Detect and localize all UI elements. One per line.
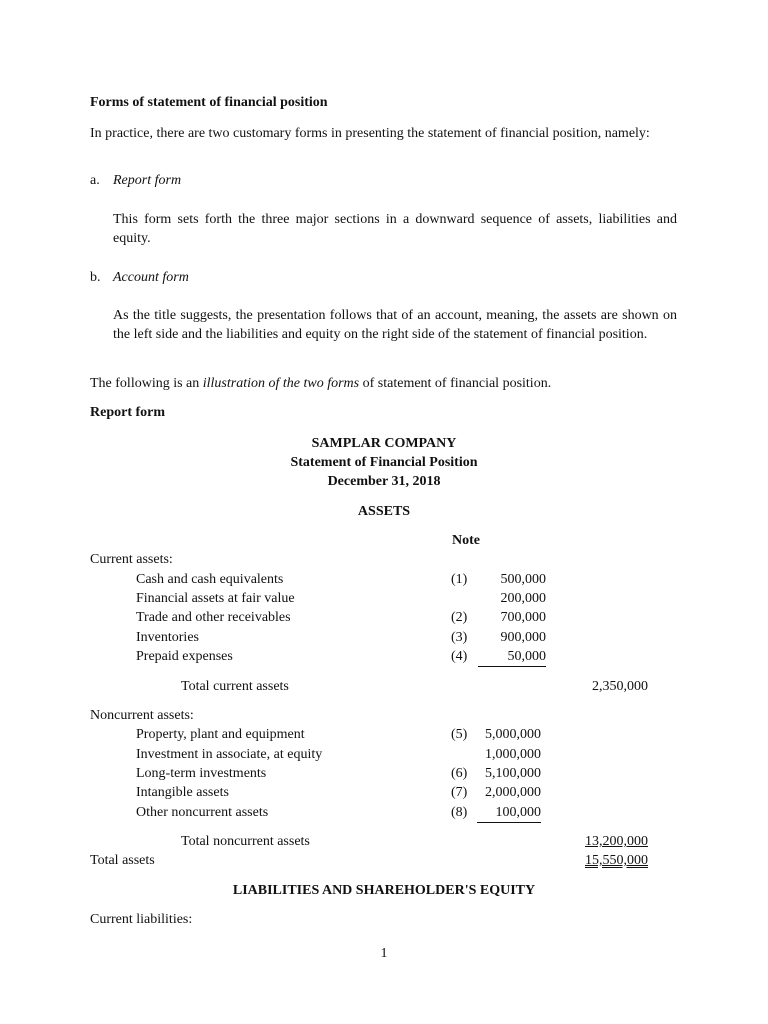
form-a-description: This form sets forth the three major sections in a downward sequence of assets, liabilities and equity. [113,212,677,246]
noncurrent-assets-label: Noncurrent assets: [90,708,194,723]
line-item-note: (4) [451,649,468,664]
illustration-emphasis: illustration of the two forms [202,376,360,391]
line-item-amount: 1,000,000 [485,747,541,762]
section-heading: Forms of statement of financial position [90,95,328,110]
line-item-label: Intangible assets [136,785,229,800]
line-item-note: (8) [451,805,468,820]
total-noncurrent-assets-label: Total noncurrent assets [181,834,310,849]
line-item-amount: 500,000 [500,572,546,587]
statement-date: December 31, 2018 [327,474,441,489]
form-a-name: Report form [113,173,182,188]
line-item-label: Trade and other receivables [136,610,291,625]
line-item-note: (7) [451,785,468,800]
total-assets-amount: 15,550,000 [585,853,648,868]
report-form-heading: Report form [90,405,166,420]
form-b-letter: b. [90,270,101,285]
current-assets-label: Current assets: [90,552,173,567]
line-item-amount: 5,000,000 [485,727,541,742]
note-column-header: Note [452,533,480,548]
line-item-label: Long-term investments [136,766,267,781]
line-item-amount: 50,000 [478,648,546,667]
line-item-label: Prepaid expenses [136,649,233,664]
form-b-description: As the title suggests, the presentation follows that of an account, meaning, the assets are shown on the left side and the liabilities and equity on the right side of the statement of financial position. [113,308,677,342]
current-liabilities-label: Current liabilities: [90,912,193,927]
line-item-note: (3) [451,630,468,645]
total-noncurrent-assets-amount: 13,200,000 [585,834,648,849]
illustration-sentence [90,375,551,393]
total-current-assets-amount: 2,350,000 [592,679,648,694]
line-item-amount: 100,000 [477,804,541,823]
company-name: SAMPLAR COMPANY [311,436,457,451]
illustration-pre: The following is an [90,376,203,391]
liabilities-equity-heading: LIABILITIES AND SHAREHOLDER'S EQUITY [232,883,536,898]
line-item-amount: 900,000 [500,630,546,645]
line-item-amount: 2,000,000 [485,785,541,800]
line-item-amount: 5,100,000 [485,766,541,781]
line-item-label: Inventories [136,630,199,645]
page-number: 1 [380,946,388,961]
line-item-amount: 700,000 [500,610,546,625]
line-item-label: Investment in associate, at equity [136,747,323,762]
total-current-assets-label: Total current assets [181,679,289,694]
form-b-name: Account form [113,270,189,285]
intro-paragraph: In practice, there are two customary forms in presenting the statement of financial position, namely: [90,126,650,141]
line-item-note: (6) [451,766,468,781]
line-item-label: Cash and cash equivalents [136,572,284,587]
line-item-note: (2) [451,610,468,625]
line-item-amount: 200,000 [500,591,546,606]
line-item-label: Financial assets at fair value [136,591,295,606]
statement-title: Statement of Financial Position [290,455,478,470]
line-item-note: (1) [451,572,468,587]
illustration-post: of statement of financial position. [359,376,552,391]
line-item-label: Other noncurrent assets [136,805,269,820]
total-assets-label: Total assets [90,853,155,868]
form-a-letter: a. [90,173,100,188]
assets-heading: ASSETS [357,504,411,519]
line-item-note: (5) [451,727,468,742]
line-item-label: Property, plant and equipment [136,727,305,742]
